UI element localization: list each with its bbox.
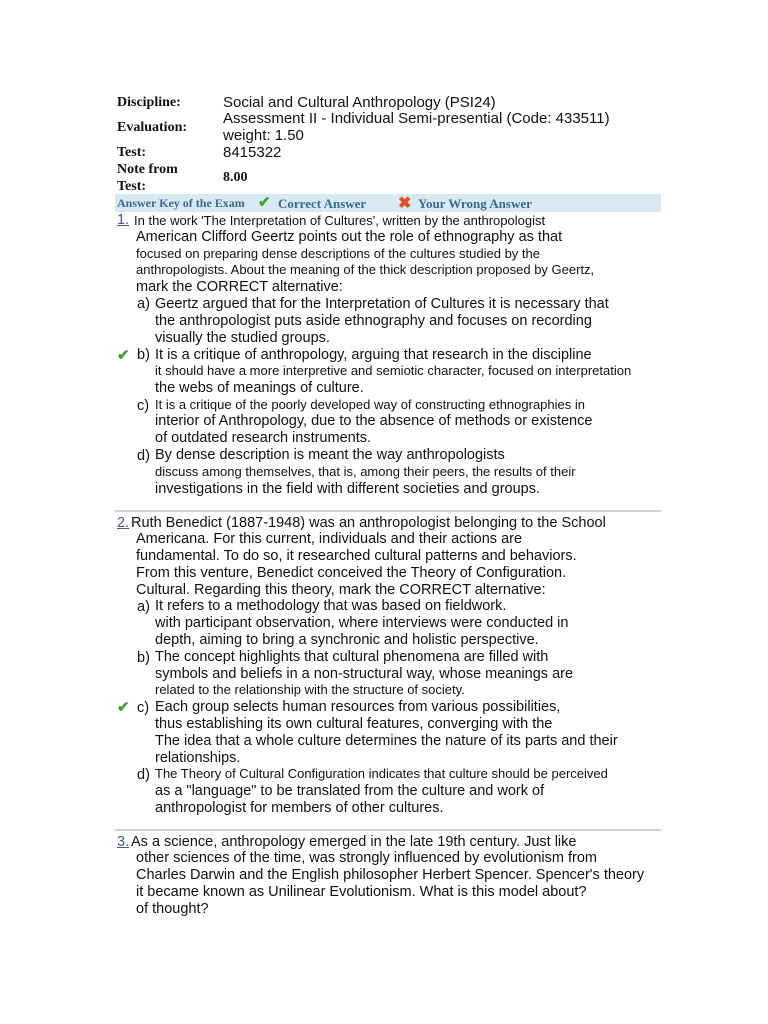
q2-option-a-line: with participant observation, where interviews were conducted in [155,615,569,631]
q2-option-b-line: symbols and beliefs in a non-structural way, whose meanings are [155,666,574,682]
q1-option-d-line: discuss among themselves, that is, among their peers, the results of their [155,464,576,479]
q3-stem-line: As a science, anthropology emerged in the late 19th century. Just like [131,834,577,850]
q1-option-d-line: By dense description is meant the way anthropologists [155,447,505,463]
q2-option-b-letter: b) [137,650,150,666]
q1-stem-line: focused on preparing dense descriptions of the cultures studied by the [136,246,540,261]
q2-option-c-line: thus establishing its own cultural features, converging with the [155,716,553,732]
note-label-line1: Note from [117,162,178,177]
q2-option-b-line: The concept highlights that cultural phenomena are filled with [155,649,549,665]
q1-option-b-line: it should have a more interpretive and semiotic character, focused on interpretation [155,363,632,378]
correct-answer-label: Correct Answer [278,196,367,211]
q1-stem-line: American Clifford Geertz points out the role of ethnography as that [136,229,563,245]
question-1-number[interactable]: 1. [117,212,130,228]
question-3-number[interactable]: 3. [117,834,130,850]
q3-stem-line: Charles Darwin and the English philosopher Herbert Spencer. Spencer's theory [136,867,645,883]
q1-option-c-line: of outdated research instruments. [155,430,372,446]
q2-option-d-line: The Theory of Cultural Configuration indicates that culture should be perceived [155,766,608,781]
q1-option-a-line: visually the studied groups. [155,330,330,346]
note-value: 8.00 [223,170,248,185]
q1-stem-line: In the work 'The Interpretation of Cultures', written by the anthropologist [134,213,546,228]
q1-option-d-line: investigations in the field with different societies and groups. [155,481,541,497]
test-label: Test: [117,145,147,160]
q3-stem-line: it became known as Unilinear Evolutionism. What is this model about? [136,884,587,900]
q2-option-c-line: relationships. [155,750,241,766]
wrong-x-icon: ✖ [398,195,412,212]
q2-stem-line: Cultural. Regarding this theory, mark the CORRECT alternative: [136,582,546,598]
q2-option-c-line: The idea that a whole culture determines the nature of its parts and their [155,733,618,749]
q1-option-a-line: the anthropologist puts aside ethnography and focuses on recording [155,313,592,329]
evaluation-value-line1: Assessment II - Individual Semi-presential (Code: 433511) [223,110,610,127]
q2-stem-line: fundamental. To do so, it researched cultural patterns and behaviors. [136,548,577,564]
question-divider [115,510,661,512]
q1-option-c-line: It is a critique of the poorly developed way of constructing ethnographies in [155,397,585,412]
discipline-label: Discipline: [117,95,181,110]
note-label-line2: Test: [117,179,147,194]
q2-option-c-letter: c) [137,700,150,716]
question-divider [115,829,661,831]
q1-option-a-line: Geertz argued that for the Interpretation of Cultures it is necessary that [155,296,609,312]
q1-correct-check-icon: ✔ [117,347,130,364]
q2-option-a-line: It refers to a methodology that was based on fieldwork. [155,598,507,614]
q2-option-a-line: depth, aiming to bring a synchronic and holistic perspective. [155,632,539,648]
correct-check-icon: ✔ [258,194,271,211]
q2-option-c-line: Each group selects human resources from various possibilities, [155,699,561,715]
q1-option-c-line: interior of Anthropology, due to the absence of methods or existence [155,413,593,429]
q2-stem-line: Ruth Benedict (1887-1948) was an anthropologist belonging to the School [131,515,606,531]
q2-correct-check-icon: ✔ [117,699,130,716]
q1-option-b-line: the webs of meanings of culture. [155,380,364,396]
q1-option-b-letter: b) [137,347,150,363]
q2-option-d-letter: d) [137,767,150,783]
answer-key-title: Answer Key of the Exam [117,196,245,210]
q2-option-d-line: as a "language" to be translated from the culture and work of [155,783,545,799]
q2-stem-line: From this venture, Benedict conceived the Theory of Configuration. [136,565,567,581]
q1-stem-line: mark the CORRECT alternative: [136,279,343,295]
wrong-answer-label: Your Wrong Answer [418,196,532,211]
q1-option-d-letter: d) [137,448,150,464]
q1-stem-line: anthropologists. About the meaning of the thick description proposed by Geertz, [136,262,595,277]
q1-option-c-letter: c) [137,398,150,414]
q2-stem-line: Americana. For this current, individuals and their actions are [136,531,523,547]
q3-stem-line: other sciences of the time, was strongly influenced by evolutionism from [136,850,597,866]
evaluation-label: Evaluation: [117,120,188,135]
question-2-number[interactable]: 2. [117,515,130,531]
evaluation-value-line2: weight: 1.50 [223,127,304,144]
q1-option-a-letter: a) [137,296,150,312]
q2-option-b-line: related to the relationship with the structure of society. [155,682,465,697]
q2-option-d-line: anthropologist for members of other cultures. [155,800,444,816]
q2-option-a-letter: a) [137,599,150,615]
test-value: 8415322 [223,144,282,161]
q3-stem-line: of thought? [136,901,209,917]
discipline-value: Social and Cultural Anthropology (PSI24) [223,94,496,111]
q1-option-b-line: It is a critique of anthropology, arguing that research in the discipline [155,347,592,363]
